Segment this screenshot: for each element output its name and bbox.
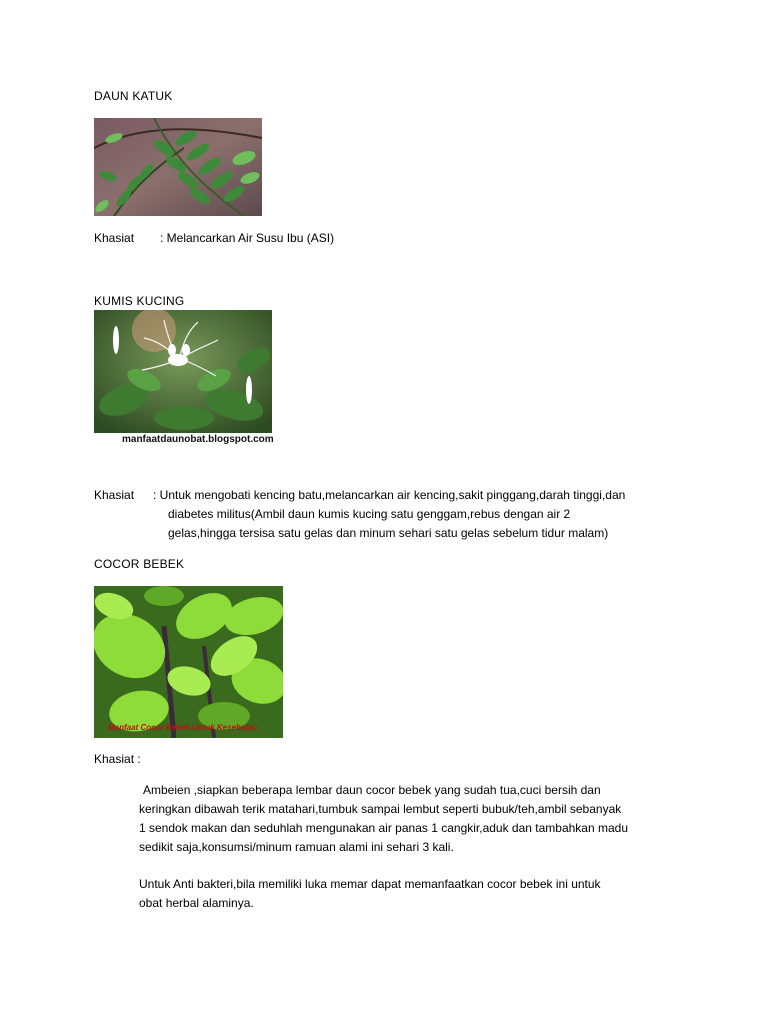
paragraph-line: sedikit saja,konsumsi/minum ramuan alami ini sehari 3 kali. [139, 840, 454, 854]
paragraph-line: obat herbal alaminya. [139, 896, 254, 910]
section-title-kumis-kucing: KUMIS KUCING [94, 294, 185, 308]
khasiat-line-1: : Untuk mengobati kencing batu,melancarkan air kencing,sakit pinggang,darah tinggi,dan [153, 488, 626, 502]
paragraph-line: Untuk Anti bakteri,bila memiliki luka memar dapat memanfaatkan cocor bebek ini untuk [139, 877, 601, 891]
khasiat-line-3: gelas,hingga tersisa satu gelas dan minum sehari satu gelas sebelum tidur malam) [168, 526, 609, 540]
section-title-daun-katuk: DAUN KATUK [94, 89, 173, 103]
paragraph-line: keringkan dibawah terik matahari,tumbuk sampai lembut seperti bubuk/teh,ambil sebanyak [139, 802, 622, 816]
kumis-kucing-photo [94, 310, 272, 433]
khasiat-label: Khasiat : [94, 752, 141, 766]
khasiat-text: : Melancarkan Air Susu Ibu (ASI) [160, 231, 335, 245]
section-title-cocor-bebek: COCOR BEBEK [94, 557, 185, 571]
daun-katuk-photo [94, 118, 262, 216]
kumis-kucing-image-caption: manfaatdaunobat.blogspot.com [122, 434, 274, 445]
paragraph-line: Ambeien ,siapkan beberapa lembar daun cocor bebek yang sudah tua,cuci bersih dan [143, 783, 601, 797]
khasiat-label: Khasiat [94, 231, 135, 245]
khasiat-label: Khasiat [94, 488, 135, 502]
cocor-bebek-image-caption: Manfaat Cocor Bebek Untuk Kesehatan [108, 723, 258, 732]
paragraph-line: 1 sendok makan dan seduhlah mengunakan air panas 1 cangkir,aduk dan tambahkan madu [139, 821, 629, 835]
cocor-bebek-photo [94, 586, 283, 738]
khasiat-line-2: diabetes militus(Ambil daun kumis kucing satu genggam,rebus dengan air 2 [168, 507, 571, 521]
